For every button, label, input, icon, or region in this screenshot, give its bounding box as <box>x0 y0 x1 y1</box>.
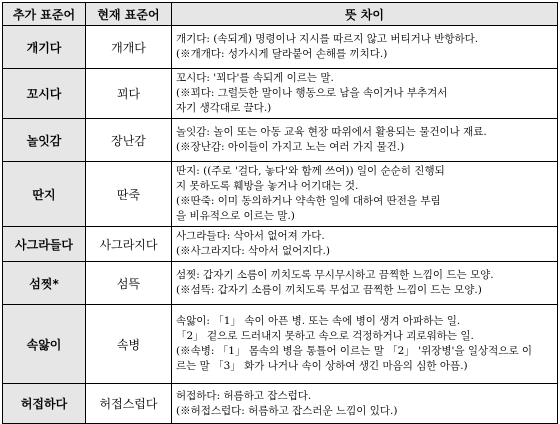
meaning-line: (※장난감: 아이들이 가지고 노는 여러 가지 물건.) <box>176 141 405 153</box>
current-standard-word: 꾀다 <box>86 69 172 119</box>
meaning-line: (※사그라지다: 삭아서 없어지다.) <box>176 245 330 257</box>
current-standard-word: 속병 <box>86 305 172 384</box>
meaning-difference <box>172 262 558 305</box>
table-row <box>3 384 558 424</box>
meaning-line: 허접하다: 허름하고 잡스럽다. <box>176 389 312 402</box>
added-standard-word: 놀잇감 <box>3 119 86 162</box>
meaning-difference <box>172 119 558 162</box>
current-standard-word: 개개다 <box>86 26 172 69</box>
meaning-line: 꼬시다: '꾀다'를 속되게 이르는 말. <box>176 72 334 84</box>
meaning-line: (※개개다: 성가시게 달라붙어 손해를 끼치다.) <box>176 48 388 60</box>
meaning-line: 자기 생각대로 끌다.) <box>176 102 272 114</box>
table-row <box>3 69 558 119</box>
meaning-line: 딴지: ((주로 '걸다, 놓다'와 함께 쓰여)) 일이 순순히 진행되 <box>176 165 445 177</box>
current-standard-word: 딴죽 <box>86 162 172 227</box>
table-row <box>3 305 558 384</box>
meaning-difference <box>172 162 558 227</box>
added-standard-word: 속앓이 <box>3 305 86 384</box>
current-standard-word: 섬뜩 <box>86 262 172 305</box>
added-standard-word: 딴지 <box>3 162 86 227</box>
table-row <box>3 162 558 227</box>
added-standard-word: 개기다 <box>3 26 86 69</box>
current-standard-word: 사그라지다 <box>86 227 172 262</box>
meaning-line: 섬찟: 갑자기 소름이 끼치도록 무시무시하고 끔찍한 느낌이 드는 모양. <box>176 269 494 281</box>
table-row <box>3 227 558 262</box>
meaning-line: 지 못하도록 훼방을 놓거나 어기대는 것. <box>176 180 359 192</box>
added-standard-word: 섬찟* <box>3 262 86 305</box>
table-row <box>3 119 558 162</box>
meaning-line: 을 비유적으로 이르는 말.) <box>176 210 295 222</box>
meaning-line: 르는 말 「3」 화가 나거나 속이 상하여 생긴 마음의 심한 아픔.) <box>176 360 468 372</box>
meaning-difference <box>172 305 558 384</box>
meaning-line: (※꾀다: 그럴듯한 말이나 행동으로 남을 속이거나 부추겨서 <box>176 87 448 99</box>
added-standard-word: 허접하다 <box>3 384 86 424</box>
header-added-word: 추가 표준어 <box>3 3 86 26</box>
header-current-word: 현재 표준어 <box>86 3 172 26</box>
current-standard-word: 장난감 <box>86 119 172 162</box>
meaning-difference <box>172 384 558 424</box>
header-meaning-difference: 뜻 차이 <box>172 3 558 26</box>
table-row <box>3 26 558 69</box>
current-standard-word: 허접스럽다 <box>86 384 172 424</box>
added-standard-word: 사그라들다 <box>3 227 86 262</box>
meaning-line: 놀잇감: 놀이 또는 아동 교육 현장 따위에서 활용되는 물건이나 재료. <box>176 126 487 138</box>
meaning-difference <box>172 26 558 69</box>
meaning-line: 「2」 겉으로 드러내지 못하고 속으로 걱정하거나 괴로워하는 일. <box>176 330 474 342</box>
meaning-line: (※속병: 「1」 몸속의 병을 통틀어 이르는 말 「2」 '위장병'을 일상적으로 이 <box>176 345 533 357</box>
meaning-line: (※허접스럽다: 허름하고 잡스러운 느낌이 있다.) <box>176 404 398 417</box>
meaning-line: (※섬뜩: 갑자기 소름이 끼치도록 무섭고 끔찍한 느낌이 드는 모양.) <box>176 284 482 296</box>
meaning-difference <box>172 227 558 262</box>
meaning-difference <box>172 69 558 119</box>
meaning-line: 개기다: (속되게) 명령이나 지시를 따르지 않고 버티거나 반항하다. <box>176 33 479 45</box>
table-header-row <box>3 3 558 26</box>
table-row <box>3 262 558 305</box>
meaning-line: (※딴죽: 이미 동의하거나 약속한 일에 대하여 딴전을 부림 <box>176 195 441 207</box>
meaning-line: 속앓이: 「1」 속이 아픈 병. 또는 속에 병이 생겨 아파하는 일. <box>176 315 461 327</box>
meaning-line: 사그라들다: 삭아서 없어져 가다. <box>176 230 325 242</box>
standard-word-table <box>2 2 558 424</box>
added-standard-word: 꼬시다 <box>3 69 86 119</box>
